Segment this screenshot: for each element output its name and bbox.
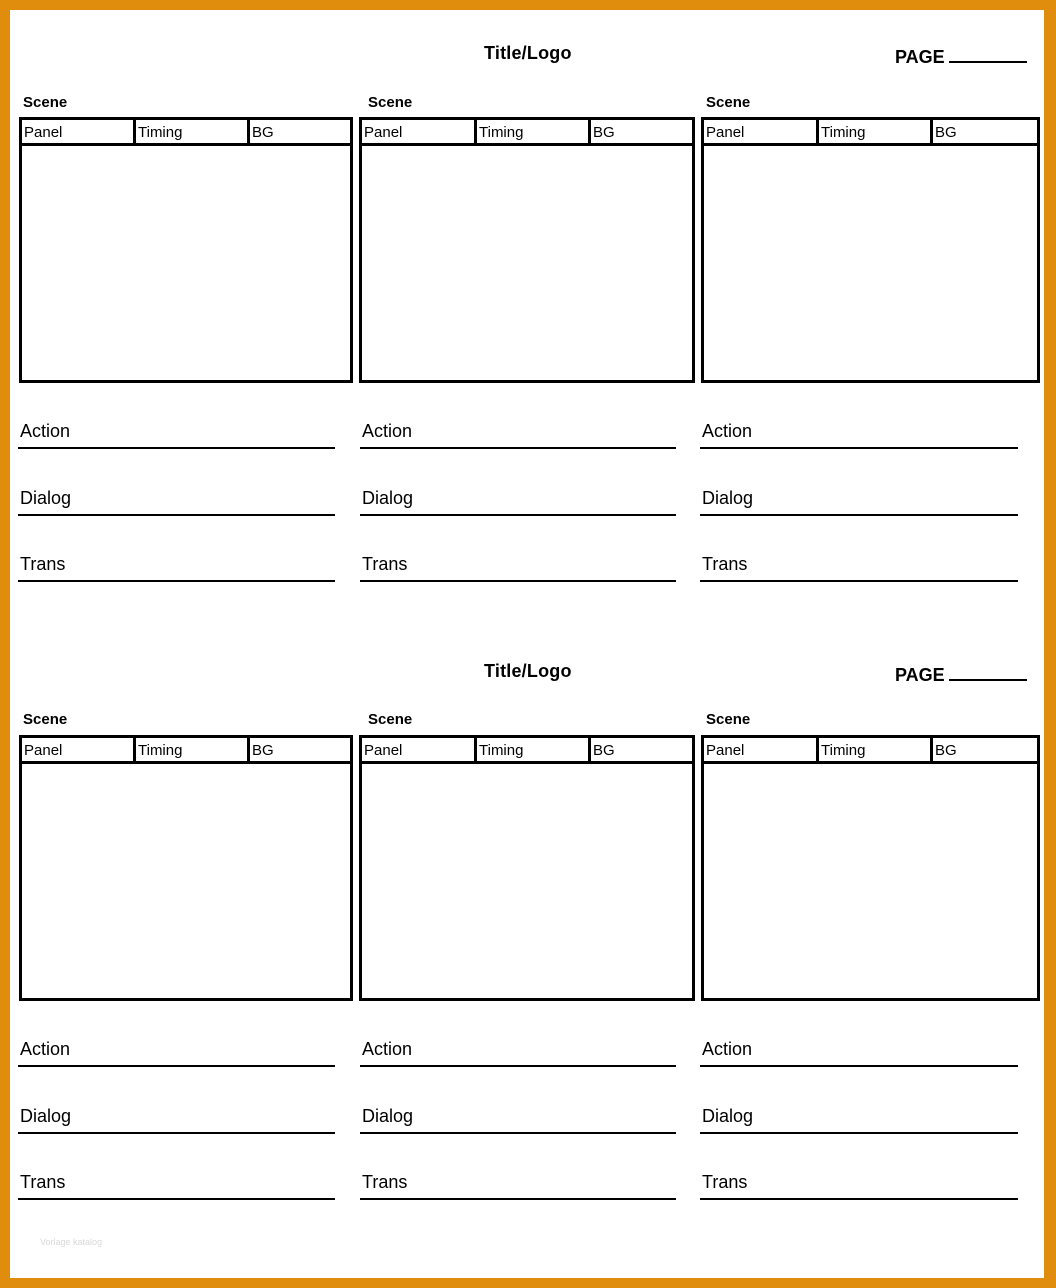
storyboard-sheet [10,10,1044,1278]
storyboard-section-top [10,10,1044,600]
timing-cell[interactable]: Timing [133,120,247,143]
panel-cell[interactable]: Panel [364,742,403,759]
dialog-label: Dialog [362,488,414,508]
panel-header-row [22,120,350,146]
scene-label: Scene [23,711,68,728]
panel-frame [19,735,353,1001]
scene-label: Scene [368,94,413,111]
panel-column [700,10,1040,600]
page-label: PAGE [895,47,945,67]
panel-frame [701,735,1040,1001]
bg-cell[interactable]: BG [588,738,692,761]
bg-cell[interactable]: BG [588,120,692,143]
panel-column [700,628,1040,1218]
scene-label: Scene [706,711,751,728]
dialog-line[interactable] [360,486,676,516]
dialog-line[interactable] [18,486,335,516]
dialog-line[interactable] [700,486,1018,516]
panel-cell[interactable]: Panel [364,124,403,141]
action-line[interactable] [700,1037,1018,1067]
dialog-label: Dialog [702,1106,754,1126]
trans-line[interactable] [18,1170,335,1200]
trans-label: Trans [702,554,748,574]
dialog-label: Dialog [702,488,754,508]
title-logo: Title/Logo [484,661,572,681]
dialog-line[interactable] [360,1104,676,1134]
bg-cell[interactable]: BG [930,120,1037,143]
drawing-area[interactable] [362,764,692,998]
drawing-area[interactable] [704,764,1037,998]
trans-label: Trans [362,1172,408,1192]
action-label: Action [20,1039,71,1059]
timing-cell[interactable]: Timing [816,120,930,143]
action-line[interactable] [18,1037,335,1067]
action-line[interactable] [700,419,1018,449]
timing-cell[interactable]: Timing [474,120,588,143]
scene-label: Scene [706,94,751,111]
panel-column [359,628,695,1218]
drawing-area[interactable] [22,764,350,998]
trans-line[interactable] [360,552,676,582]
action-line[interactable] [18,419,335,449]
action-line[interactable] [360,1037,676,1067]
panel-header-row [704,120,1037,146]
page-label: PAGE [895,665,945,685]
panel-cell[interactable]: Panel [24,124,63,141]
panel-cell[interactable]: Panel [706,124,745,141]
trans-line[interactable] [700,1170,1018,1200]
timing-cell[interactable]: Timing [816,738,930,761]
watermark: Vorlage katalog [40,1237,103,1247]
trans-label: Trans [20,554,66,574]
dialog-label: Dialog [362,1106,414,1126]
panel-frame [19,117,353,383]
action-label: Action [362,1039,413,1059]
trans-label: Trans [20,1172,66,1192]
panel-header-row [704,738,1037,764]
dialog-line[interactable] [18,1104,335,1134]
action-label: Action [702,421,753,441]
trans-label: Trans [362,554,408,574]
bg-cell[interactable]: BG [247,738,350,761]
drawing-area[interactable] [22,146,350,380]
trans-line[interactable] [360,1170,676,1200]
storyboard-section-bottom [10,628,1044,1218]
trans-line[interactable] [700,552,1018,582]
dialog-label: Dialog [20,1106,72,1126]
bg-cell[interactable]: BG [247,120,350,143]
action-label: Action [362,421,413,441]
drawing-area[interactable] [704,146,1037,380]
action-label: Action [702,1039,753,1059]
panel-header-row [362,738,692,764]
timing-cell[interactable]: Timing [133,738,247,761]
action-label: Action [20,421,71,441]
dialog-label: Dialog [20,488,72,508]
panel-frame [359,117,695,383]
panel-frame [701,117,1040,383]
panel-column [19,10,353,600]
panel-frame [359,735,695,1001]
trans-label: Trans [702,1172,748,1192]
drawing-area[interactable] [362,146,692,380]
scene-label: Scene [368,711,413,728]
dialog-line[interactable] [700,1104,1018,1134]
bg-cell[interactable]: BG [930,738,1037,761]
timing-cell[interactable]: Timing [474,738,588,761]
panel-cell[interactable]: Panel [24,742,63,759]
panel-column [19,628,353,1218]
scene-label: Scene [23,94,68,111]
action-line[interactable] [360,419,676,449]
panel-column [359,10,695,600]
panel-header-row [362,120,692,146]
title-logo: Title/Logo [484,43,572,63]
panel-header-row [22,738,350,764]
panel-cell[interactable]: Panel [706,742,745,759]
trans-line[interactable] [18,552,335,582]
